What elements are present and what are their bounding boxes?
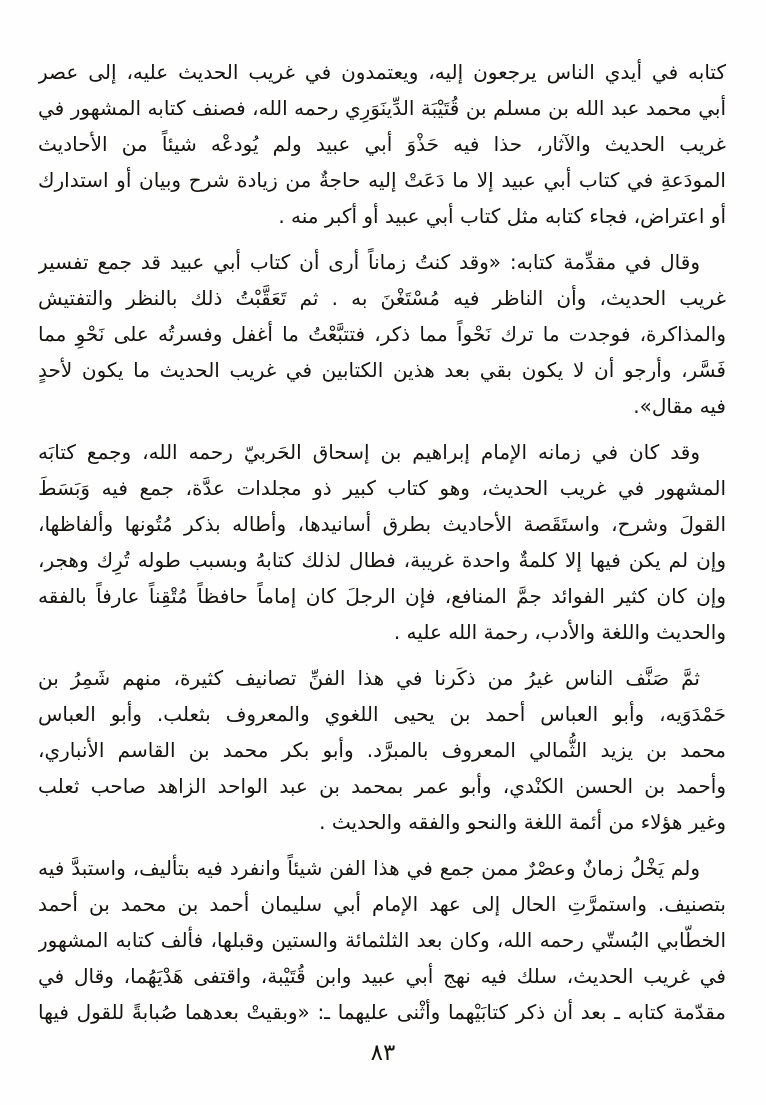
text-line: مقدّمة كتابه ـ بعد أن ذكر كتابَيْهما وأثْنى عليهما ـ: «وبقيتْ بعدهما صُبابةً للقول فيها xyxy=(38,1000,726,1024)
text-line: ولم يَخْلُ زمانٌ وعصْرٌ ممن جمع في هذا الفن شيئاً وانفرد فيه بتأليف، واستبدَّ فيه xyxy=(38,856,700,880)
text-line: القولَ وشرح، واستَقَصة الأحاديث بطرق أسانيدها، وأطاله بذكر مُتُونها وألفاظها، xyxy=(38,512,726,536)
text-line: الخطّابي البُستّي رحمه الله، وكان بعد الثلثمائة والستين وقبلها، فألف كتابه المشهور xyxy=(38,928,726,952)
paragraph xyxy=(38,434,726,650)
body-text xyxy=(38,54,726,1040)
text-line: ثمَّ صَنَّف الناس غيرُ من ذكَرنا في هذا الفنِّ تصانيف كثيرة، منهم شَمِرُ بن xyxy=(38,666,700,690)
text-line: والحديث واللغة والأدب، رحمة الله عليه . xyxy=(393,620,726,644)
paragraph xyxy=(38,244,726,424)
text-line: فيه مقال». xyxy=(633,394,726,418)
text-line: غريب الحديث، وأن الناظر فيه مُسْتَغْنَ به . ثم تَعَقَّبْتُ ذلك بالنظر والتفتيش xyxy=(38,286,726,310)
text-line: وإن لم يكن فيها إلا كلمةٌ واحدة غريبة، فطال لذلك كتابهُ وبسبب طوله تُرِك وهجر، xyxy=(38,548,726,572)
text-line: المودَعةِ في كتاب أبي عبيد إلا ما دَعَتْ إليه حاجةٌ من زيادة شرح وبيان أو استدارك xyxy=(38,168,726,192)
page-number: ٨٣ xyxy=(370,1040,396,1066)
text-line: وغير هؤلاء من أئمة اللغة والنحو والفقه والحديث . xyxy=(319,810,726,834)
text-line: وقد كان في زمانه الإمام إبراهيم بن إسحاق الحَربيّ رحمه الله، وجمع كتابَه xyxy=(38,440,700,464)
paragraph xyxy=(38,660,726,840)
paragraph xyxy=(38,54,726,234)
text-line: أبي محمد عبد الله بن مسلم بن قُتَيْبَة الدِّينَوَرِي رحمه الله، فصنف كتابه المشهور في xyxy=(38,96,726,120)
text-line: محمد بن يزيد الثُّمالي المعروف بالمبرَّد. وأبو بكر محمد بن القاسم الأنباري، xyxy=(38,738,726,762)
text-line: وأحمد بن الحسن الكنْدي، وأبو عمر بمحمد بن عبد الواحد الزاهد صاحب ثعلب xyxy=(38,774,726,798)
text-line: وإن كان كثير الفوائد جمَّ المنافع، فإن الرجلَ كان إماماً حافظاً مُتْقِناً عارفاً بالفقه xyxy=(38,584,726,608)
text-line: حَمْدَوَيه، وأبو العباس أحمد بن يحيى اللغوي والمعروف بثعلب. وأبو العباس xyxy=(38,702,726,726)
text-line: والمذاكرة، فوجدت ما ترك نَحْواً مما ذكر، فتتبَّعْتُ ما أغفل وفسرتُه على نَحْوِ مما xyxy=(38,322,726,346)
text-line: في غريب الحديث، سلك فيه نهج أبي عبيد وابن قُتَيْبة، واقتفى هَدْيَهُما، وقال في xyxy=(38,964,726,988)
text-line: وقال في مقدِّمة كتابه: «وقد كنتُ زماناً أرى أن كتاب أبي عبيد قد جمع تفسير xyxy=(38,250,700,274)
paragraph xyxy=(38,850,726,1030)
text-line: كتابه في أيدي الناس يرجعون إليه، ويعتمدون في غريب الحديث عليه، إلى عصر xyxy=(38,60,726,84)
text-line: بتصنيف. واستمرَّتِ الحال إلى عهد الإمام أبي سليمان أحمد بن محمد بن أحمد xyxy=(38,892,726,916)
text-line: غريب الحديث والآثار، حذا فيه حَذْوَ أبي عبيد ولم يُودعْه شيئاً من الأحاديث xyxy=(38,132,726,156)
text-line: فَسَّر، وأرجو أن لا يكون بقي بعد هذين الكتابين في غريب الحديث ما يكون لأحدٍ xyxy=(38,358,726,382)
text-line: أو اعتراض، فجاء كتابه مثل كتاب أبي عبيد أو أكبر منه . xyxy=(278,204,726,228)
text-line: المشهور في غريب الحديث، وهو كتاب كبير ذو مجلدات عدَّة، جمع فيه وَبَسَطَ xyxy=(38,476,726,500)
